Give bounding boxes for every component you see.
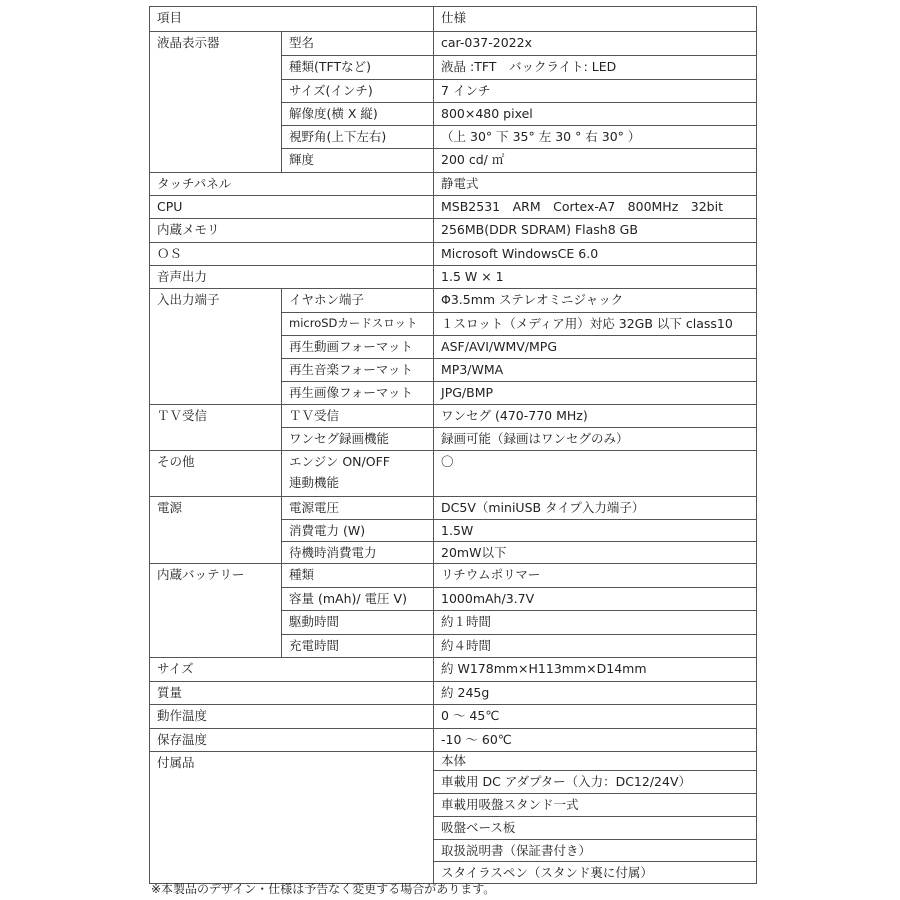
category-lcd: 液晶表示器 (150, 32, 282, 173)
sub-label: microSDカードスロット (282, 313, 434, 336)
category-cpu: CPU (150, 196, 434, 219)
spec-value: 800×480 pixel (434, 103, 757, 126)
spec-value: JPG/BMP (434, 382, 757, 405)
table-row (150, 243, 757, 266)
table-row (150, 196, 757, 219)
header-item: 項目 (150, 7, 434, 32)
sub-label: 再生音楽フォーマット (282, 359, 434, 382)
header-spec: 仕様 (434, 7, 757, 32)
accessory-item: スタイラスペン（スタンド裏に付属） (434, 862, 757, 884)
accessory-item: 取扱説明書（保証書付き） (434, 840, 757, 862)
table-row (150, 219, 757, 243)
category-storage-temp: 保存温度 (150, 729, 434, 752)
spec-value: 256MB(DDR SDRAM) Flash8 GB (434, 219, 757, 243)
spec-value: ASF/AVI/WMV/MPG (434, 336, 757, 359)
category-os: ＯＳ (150, 243, 434, 266)
spec-value: Microsoft WindowsCE 6.0 (434, 243, 757, 266)
sub-label-line: 連動機能 (289, 475, 340, 490)
category-other: その他 (150, 451, 282, 497)
spec-value: 液晶 :TFT バックライト: LED (434, 56, 757, 80)
category-touch: タッチパネル (150, 173, 434, 196)
spec-value: 約 W178mm×H113mm×D14mm (434, 658, 757, 682)
spec-value: 1.5 W × 1 (434, 266, 757, 289)
table-header-row (150, 7, 757, 32)
sub-label: 待機時消費電力 (282, 542, 434, 564)
sub-label: 再生動画フォーマット (282, 336, 434, 359)
table-row (150, 266, 757, 289)
spec-value: Φ3.5mm ステレオミニジャック (434, 289, 757, 313)
table-row (150, 451, 757, 497)
category-audio: 音声出力 (150, 266, 434, 289)
spec-value: 7 インチ (434, 80, 757, 103)
category-io: 入出力端子 (150, 289, 282, 405)
sub-label: 解像度(横 X 縦) (282, 103, 434, 126)
sub-label: 容量 (mAh)/ 電圧 V) (282, 588, 434, 611)
sub-label: 型名 (282, 32, 434, 56)
spec-value: （上 30° 下 35° 左 30 ° 右 30° ） (434, 126, 757, 149)
spec-value: -10 ～ 60℃ (434, 729, 757, 752)
table-row (150, 564, 757, 588)
spec-value: 200 cd/ ㎡ (434, 149, 757, 173)
sub-label: 充電時間 (282, 635, 434, 658)
table-row (150, 497, 757, 520)
category-power: 電源 (150, 497, 282, 564)
spec-value: 約 245g (434, 682, 757, 705)
table-row (150, 289, 757, 313)
sub-label: イヤホン端子 (282, 289, 434, 313)
spec-value: ワンセグ (470-770 MHz) (434, 405, 757, 428)
spec-value: 静電式 (434, 173, 757, 196)
category-size: サイズ (150, 658, 434, 682)
footnote: ※本製品のデザイン・仕様は予告なく変更する場合があります。 (151, 882, 496, 896)
spec-value: １スロット（メディア用）対応 32GB 以下 class10 (434, 313, 757, 336)
spec-value: リチウムポリマー (434, 564, 757, 588)
sub-label: 種類 (282, 564, 434, 588)
sub-label: ワンセグ録画機能 (282, 428, 434, 451)
spec-value: 0 ～ 45℃ (434, 705, 757, 729)
spec-value: 録画可能（録画はワンセグのみ） (434, 428, 757, 451)
category-operating-temp: 動作温度 (150, 705, 434, 729)
sub-label-line: エンジン ON/OFF (289, 454, 390, 469)
sub-label: 再生画像フォーマット (282, 382, 434, 405)
table-row (150, 682, 757, 705)
category-tv: ＴＶ受信 (150, 405, 282, 451)
sub-label: ＴＶ受信 (282, 405, 434, 428)
table-row (150, 32, 757, 56)
spec-value: 20mW以下 (434, 542, 757, 564)
accessory-item: 本体 (434, 752, 757, 771)
spec-value: MP3/WMA (434, 359, 757, 382)
sub-label: 電源電圧 (282, 497, 434, 520)
category-battery: 内蔵バッテリー (150, 564, 282, 658)
sub-label: サイズ(インチ) (282, 80, 434, 103)
table-row (150, 705, 757, 729)
table-row (150, 752, 757, 771)
spec-value: MSB2531 ARM Cortex-A7 800MHz 32bit (434, 196, 757, 219)
table-row (150, 729, 757, 752)
spec-value: 1.5W (434, 520, 757, 542)
accessory-item: 車載用 DC アダプター（入力：DC12/24V） (434, 771, 757, 794)
sub-label: 消費電力 (W) (282, 520, 434, 542)
sub-label (282, 451, 434, 497)
spec-value: 約４時間 (434, 635, 757, 658)
table-row (150, 658, 757, 682)
spec-table (149, 6, 757, 884)
accessory-item: 吸盤ベース板 (434, 817, 757, 840)
category-accessories: 付属品 (150, 752, 434, 884)
sub-label: 視野角(上下左右) (282, 126, 434, 149)
accessory-item: 車載用吸盤スタンド一式 (434, 794, 757, 817)
spec-value: 1000mAh/3.7V (434, 588, 757, 611)
sub-label: 種類(TFTなど) (282, 56, 434, 80)
spec-value: 約１時間 (434, 611, 757, 635)
table-row (150, 405, 757, 428)
sub-label: 輝度 (282, 149, 434, 173)
sub-label: 駆動時間 (282, 611, 434, 635)
category-memory: 内蔵メモリ (150, 219, 434, 243)
spec-value: 〇 (434, 451, 757, 497)
table-row (150, 173, 757, 196)
spec-value: DC5V（miniUSB タイプ入力端子） (434, 497, 757, 520)
spec-value: car-037-2022x (434, 32, 757, 56)
category-weight: 質量 (150, 682, 434, 705)
